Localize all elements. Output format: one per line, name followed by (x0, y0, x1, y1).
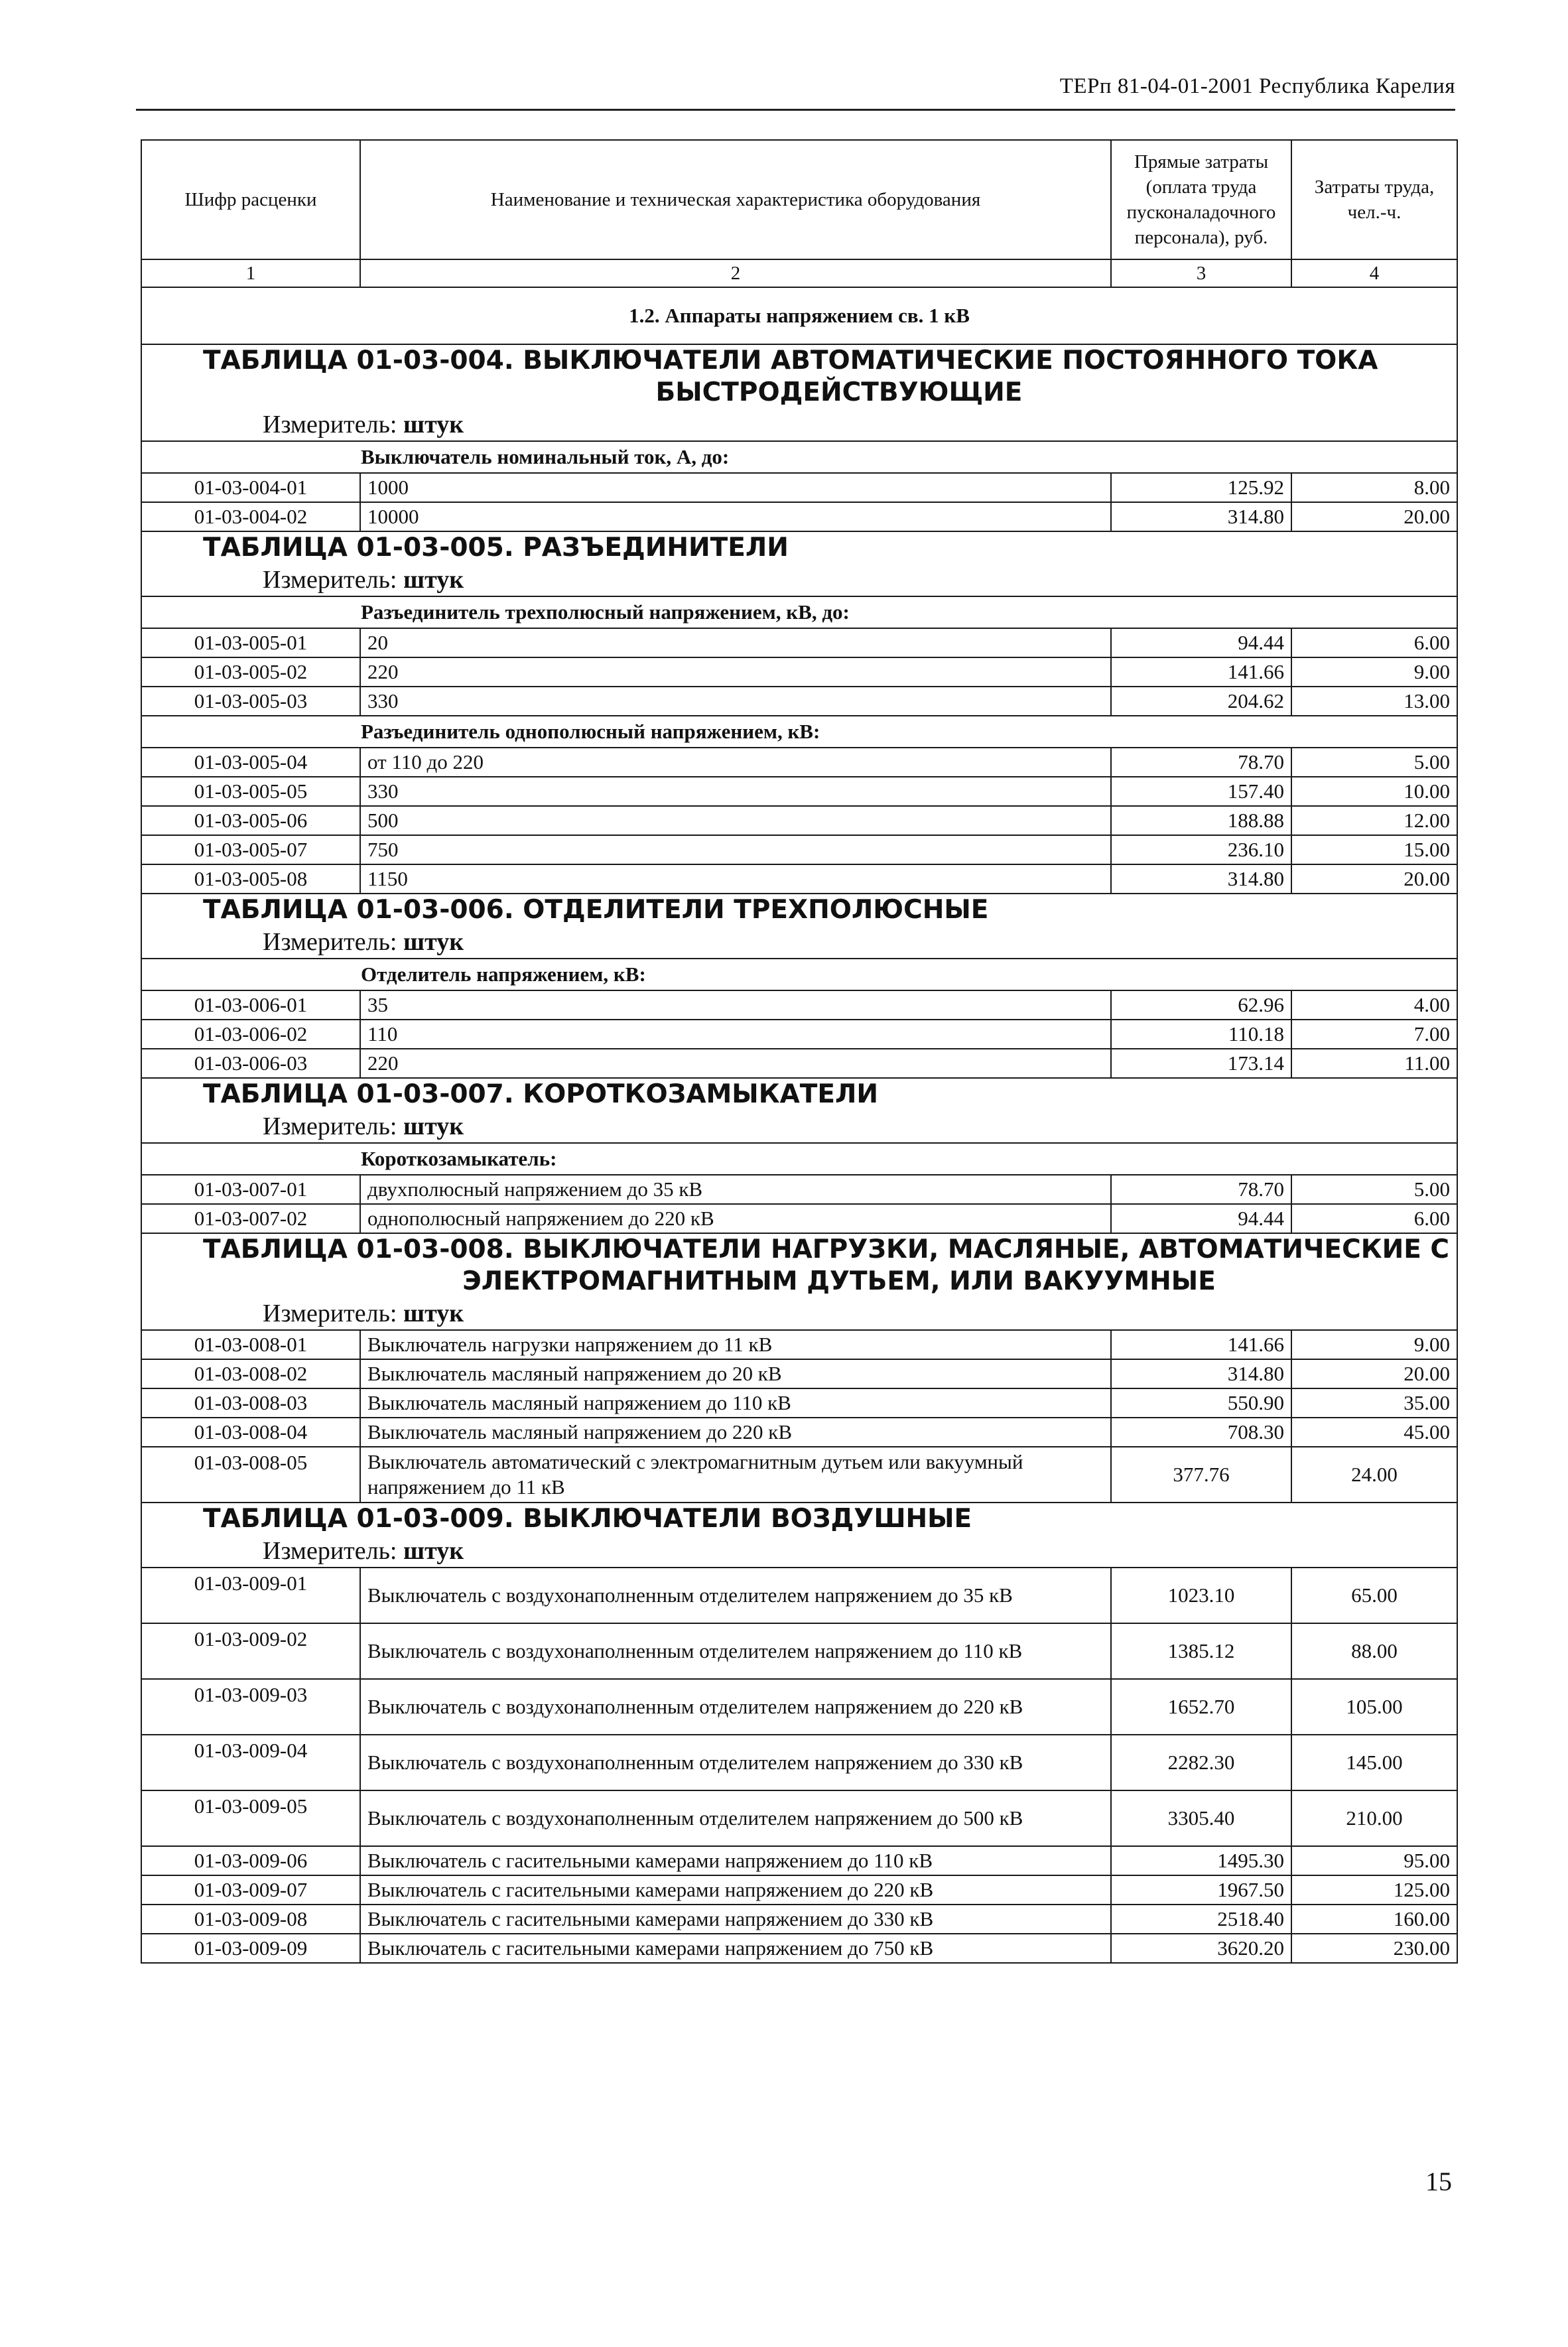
meter-label: Измеритель: (263, 928, 397, 956)
labor-cell: 35.00 (1291, 1388, 1457, 1418)
cost-cell: 110.18 (1111, 1020, 1291, 1049)
labor-cell: 88.00 (1291, 1623, 1457, 1679)
table-row (141, 1934, 1457, 1963)
cost-cell: 3305.40 (1111, 1790, 1291, 1846)
table-row (141, 1679, 1457, 1735)
subgroup-label: Выключатель номинальный ток, А, до: (361, 445, 730, 468)
labor-cell: 160.00 (1291, 1905, 1457, 1934)
labor-cell: 230.00 (1291, 1934, 1457, 1963)
cost-cell: 141.66 (1111, 657, 1291, 687)
table-row (141, 1735, 1457, 1790)
labor-cell: 6.00 (1291, 628, 1457, 657)
rate-code-cell: 01-03-005-08 (141, 864, 360, 894)
col-number: 1 (141, 259, 360, 287)
meter-line (149, 1298, 1450, 1329)
subgroup-row (141, 716, 1457, 748)
labor-cell: 145.00 (1291, 1735, 1457, 1790)
table-row (141, 990, 1457, 1020)
meter-unit: штук (403, 566, 464, 594)
labor-cell: 15.00 (1291, 835, 1457, 864)
cost-cell: 1023.10 (1111, 1568, 1291, 1623)
subgroup-row (141, 1143, 1457, 1175)
equipment-name-cell: 1150 (360, 864, 1111, 894)
table-title-block (141, 894, 1457, 959)
equipment-name-cell: 35 (360, 990, 1111, 1020)
cost-cell: 141.66 (1111, 1330, 1291, 1359)
labor-cell: 20.00 (1291, 502, 1457, 531)
equipment-name-cell: 110 (360, 1020, 1111, 1049)
table-title-block (141, 1233, 1457, 1330)
col-header-labor: Затраты труда, чел.-ч. (1291, 140, 1457, 259)
meter-unit: штук (403, 411, 464, 438)
meter-label: Измеритель: (263, 1537, 397, 1565)
subgroup-row (141, 959, 1457, 990)
table-row (141, 1330, 1457, 1359)
equipment-name-cell: 220 (360, 1049, 1111, 1078)
table-title-block (141, 531, 1457, 596)
rate-code-cell: 01-03-005-02 (141, 657, 360, 687)
cost-cell: 2282.30 (1111, 1735, 1291, 1790)
rate-code-cell: 01-03-005-01 (141, 628, 360, 657)
rate-code-cell: 01-03-006-02 (141, 1020, 360, 1049)
table-title: ТАБЛИЦА 01-03-005. РАЗЪЕДИНИТЕЛИ (203, 533, 789, 563)
table-row (141, 473, 1457, 502)
rate-code-cell: 01-03-006-03 (141, 1049, 360, 1078)
price-table (141, 139, 1458, 1964)
col-number: 3 (1111, 259, 1291, 287)
table-row (141, 687, 1457, 716)
col-number: 4 (1291, 259, 1457, 287)
labor-cell: 105.00 (1291, 1679, 1457, 1735)
meter-line (149, 1535, 1450, 1567)
rate-code-cell: 01-03-004-01 (141, 473, 360, 502)
rate-code-cell: 01-03-007-01 (141, 1175, 360, 1204)
cost-cell: 1652.70 (1111, 1679, 1291, 1735)
equipment-name-cell: Выключатель масляный напряжением до 220 кВ (360, 1418, 1111, 1447)
table-row (141, 748, 1457, 777)
table-row (141, 1846, 1457, 1875)
table-row (141, 1905, 1457, 1934)
section-title: 1.2. Аппараты напряжением св. 1 кВ (141, 287, 1457, 344)
section-title-row (141, 287, 1457, 344)
cost-cell: 314.80 (1111, 864, 1291, 894)
rate-code-cell: 01-03-009-03 (141, 1679, 360, 1735)
rate-code-cell: 01-03-008-04 (141, 1418, 360, 1447)
table-row (141, 777, 1457, 806)
table-row (141, 1020, 1457, 1049)
subgroup-cell (141, 441, 1457, 473)
table-row (141, 502, 1457, 531)
cost-cell: 1385.12 (1111, 1623, 1291, 1679)
rate-code-cell: 01-03-009-02 (141, 1623, 360, 1679)
meter-line (149, 1110, 1450, 1142)
labor-cell: 9.00 (1291, 1330, 1457, 1359)
equipment-name-cell: двухполюсный напряжением до 35 кВ (360, 1175, 1111, 1204)
table-title: ТАБЛИЦА 01-03-007. КОРОТКОЗАМЫКАТЕЛИ (203, 1079, 879, 1109)
table-title-row (141, 1233, 1457, 1330)
table-title-block (141, 1503, 1457, 1568)
table-title-block (141, 344, 1457, 441)
labor-cell: 4.00 (1291, 990, 1457, 1020)
table-row (141, 1204, 1457, 1233)
labor-cell: 5.00 (1291, 1175, 1457, 1204)
table-row (141, 835, 1457, 864)
cost-cell: 550.90 (1111, 1388, 1291, 1418)
cost-cell: 62.96 (1111, 990, 1291, 1020)
column-number-row (141, 259, 1457, 287)
labor-cell: 45.00 (1291, 1418, 1457, 1447)
labor-cell: 5.00 (1291, 748, 1457, 777)
equipment-name-cell: Выключатель автоматический с электромагнитным дутьем или вакуумный напряжением до 11 кВ (360, 1447, 1111, 1503)
labor-cell: 95.00 (1291, 1846, 1457, 1875)
rate-code-cell: 01-03-008-03 (141, 1388, 360, 1418)
labor-cell: 210.00 (1291, 1790, 1457, 1846)
rate-code-cell: 01-03-005-06 (141, 806, 360, 835)
meter-label: Измеритель: (263, 1300, 397, 1327)
labor-cell: 20.00 (1291, 864, 1457, 894)
cost-cell: 204.62 (1111, 687, 1291, 716)
cost-cell: 78.70 (1111, 748, 1291, 777)
rate-code-cell: 01-03-008-01 (141, 1330, 360, 1359)
subgroup-label: Короткозамыкатель: (361, 1147, 557, 1170)
meter-unit: штук (403, 1112, 464, 1140)
table-row (141, 628, 1457, 657)
labor-cell: 13.00 (1291, 687, 1457, 716)
equipment-name-cell: Выключатель с гасительными камерами напряжением до 330 кВ (360, 1905, 1111, 1934)
rate-code-cell: 01-03-009-01 (141, 1568, 360, 1623)
cost-cell: 3620.20 (1111, 1934, 1291, 1963)
rate-code-cell: 01-03-009-04 (141, 1735, 360, 1790)
meter-unit: штук (403, 1300, 464, 1327)
col-number: 2 (360, 259, 1111, 287)
cost-cell: 377.76 (1111, 1447, 1291, 1503)
column-header-row (141, 140, 1457, 259)
labor-cell: 11.00 (1291, 1049, 1457, 1078)
cost-cell: 314.80 (1111, 1359, 1291, 1388)
cost-cell: 125.92 (1111, 473, 1291, 502)
equipment-name-cell: Выключатель с воздухонаполненным отделителем напряжением до 110 кВ (360, 1623, 1111, 1679)
meter-line (149, 926, 1450, 958)
subgroup-label: Разъединитель трехполюсный напряжением, кВ, до: (361, 600, 850, 624)
cost-cell: 2518.40 (1111, 1905, 1291, 1934)
rate-code-cell: 01-03-009-08 (141, 1905, 360, 1934)
table-title-continued: ЭЛЕКТРОМАГНИТНЫМ ДУТЬЕМ, ИЛИ ВАКУУМНЫЕ (462, 1266, 1216, 1296)
rate-code-cell: 01-03-005-07 (141, 835, 360, 864)
table-row (141, 1175, 1457, 1204)
cost-cell: 94.44 (1111, 628, 1291, 657)
table-title-continued: БЫСТРОДЕЙСТВУЮЩИЕ (655, 377, 1023, 407)
col-header-name: Наименование и техническая характеристика оборудования (360, 140, 1111, 259)
rate-code-cell: 01-03-005-04 (141, 748, 360, 777)
equipment-name-cell: Выключатель с гасительными камерами напряжением до 750 кВ (360, 1934, 1111, 1963)
cost-cell: 173.14 (1111, 1049, 1291, 1078)
table-title-row (141, 531, 1457, 596)
table-row (141, 806, 1457, 835)
meter-line (149, 409, 1450, 440)
col-header-code: Шифр расценки (141, 140, 360, 259)
labor-cell: 10.00 (1291, 777, 1457, 806)
meter-label: Измеритель: (263, 411, 397, 438)
header-rule (136, 109, 1455, 111)
cost-cell: 188.88 (1111, 806, 1291, 835)
equipment-name-cell: от 110 до 220 (360, 748, 1111, 777)
table-row (141, 864, 1457, 894)
rate-code-cell: 01-03-009-06 (141, 1846, 360, 1875)
meter-label: Измеритель: (263, 566, 397, 594)
equipment-name-cell: Выключатель с воздухонаполненным отделителем напряжением до 220 кВ (360, 1679, 1111, 1735)
labor-cell: 24.00 (1291, 1447, 1457, 1503)
labor-cell: 8.00 (1291, 473, 1457, 502)
table-title-block (141, 1078, 1457, 1143)
table-title: ТАБЛИЦА 01-03-009. ВЫКЛЮЧАТЕЛИ ВОЗДУШНЫЕ (203, 1504, 972, 1534)
labor-cell: 20.00 (1291, 1359, 1457, 1388)
rate-code-cell: 01-03-008-05 (141, 1447, 360, 1503)
cost-cell: 78.70 (1111, 1175, 1291, 1204)
equipment-name-cell: Выключатель с воздухонаполненным отделителем напряжением до 500 кВ (360, 1790, 1111, 1846)
table-title-row (141, 344, 1457, 441)
equipment-name-cell: 1000 (360, 473, 1111, 502)
cost-cell: 94.44 (1111, 1204, 1291, 1233)
equipment-name-cell: Выключатель с гасительными камерами напряжением до 110 кВ (360, 1846, 1111, 1875)
table-row (141, 1790, 1457, 1846)
rate-code-cell: 01-03-005-03 (141, 687, 360, 716)
table-row (141, 1359, 1457, 1388)
rate-code-cell: 01-03-009-09 (141, 1934, 360, 1963)
subgroup-row (141, 596, 1457, 628)
equipment-name-cell: 10000 (360, 502, 1111, 531)
table-row (141, 1418, 1457, 1447)
equipment-name-cell: Выключатель с воздухонаполненным отделителем напряжением до 330 кВ (360, 1735, 1111, 1790)
cost-cell: 157.40 (1111, 777, 1291, 806)
page-number: 15 (1425, 2167, 1452, 2196)
rate-code-cell: 01-03-007-02 (141, 1204, 360, 1233)
labor-cell: 12.00 (1291, 806, 1457, 835)
cost-cell: 314.80 (1111, 502, 1291, 531)
rate-code-cell: 01-03-004-02 (141, 502, 360, 531)
table-title: ТАБЛИЦА 01-03-006. ОТДЕЛИТЕЛИ ТРЕХПОЛЮСНЫЕ (203, 895, 989, 925)
cost-cell: 1495.30 (1111, 1846, 1291, 1875)
equipment-name-cell: Выключатель нагрузки напряжением до 11 кВ (360, 1330, 1111, 1359)
rate-code-cell: 01-03-009-05 (141, 1790, 360, 1846)
equipment-name-cell: 330 (360, 777, 1111, 806)
rate-code-cell: 01-03-006-01 (141, 990, 360, 1020)
equipment-name-cell: Выключатель с гасительными камерами напряжением до 220 кВ (360, 1875, 1111, 1905)
table-row (141, 1447, 1457, 1503)
subgroup-cell (141, 1143, 1457, 1175)
table-row (141, 1875, 1457, 1905)
equipment-name-cell: 750 (360, 835, 1111, 864)
subgroup-cell (141, 716, 1457, 748)
equipment-name-cell: 500 (360, 806, 1111, 835)
table-row (141, 1388, 1457, 1418)
meter-label: Измеритель: (263, 1112, 397, 1140)
subgroup-label: Разъединитель однополюсный напряжением, кВ: (361, 720, 820, 743)
rate-code-cell: 01-03-005-05 (141, 777, 360, 806)
table-title: ТАБЛИЦА 01-03-008. ВЫКЛЮЧАТЕЛИ НАГРУЗКИ, МАСЛЯНЫЕ, АВТОМАТИЧЕСКИЕ С (203, 1235, 1450, 1264)
rate-code-cell: 01-03-009-07 (141, 1875, 360, 1905)
table-title-row (141, 1078, 1457, 1143)
running-header: ТЕРп 81-04-01-2001 Республика Карелия (1059, 74, 1455, 98)
subgroup-cell (141, 596, 1457, 628)
equipment-name-cell: однополюсный напряжением до 220 кВ (360, 1204, 1111, 1233)
equipment-name-cell: 220 (360, 657, 1111, 687)
col-header-cost: Прямые затраты (оплата труда пусконаладочного персонала), руб. (1111, 140, 1291, 259)
table-row (141, 1568, 1457, 1623)
cost-cell: 708.30 (1111, 1418, 1291, 1447)
table-row (141, 657, 1457, 687)
equipment-name-cell: Выключатель масляный напряжением до 20 кВ (360, 1359, 1111, 1388)
equipment-name-cell: 20 (360, 628, 1111, 657)
table-title-row (141, 1503, 1457, 1568)
labor-cell: 9.00 (1291, 657, 1457, 687)
labor-cell: 6.00 (1291, 1204, 1457, 1233)
meter-unit: штук (403, 1537, 464, 1565)
labor-cell: 65.00 (1291, 1568, 1457, 1623)
table-title: ТАБЛИЦА 01-03-004. ВЫКЛЮЧАТЕЛИ АВТОМАТИЧЕСКИЕ ПОСТОЯННОГО ТОКА (203, 346, 1378, 375)
subgroup-row (141, 441, 1457, 473)
subgroup-label: Отделитель напряжением, кВ: (361, 963, 646, 986)
meter-unit: штук (403, 928, 464, 956)
cost-cell: 236.10 (1111, 835, 1291, 864)
rate-code-cell: 01-03-008-02 (141, 1359, 360, 1388)
equipment-name-cell: 330 (360, 687, 1111, 716)
meter-line (149, 564, 1450, 596)
cost-cell: 1967.50 (1111, 1875, 1291, 1905)
table-row (141, 1049, 1457, 1078)
table-title-row (141, 894, 1457, 959)
labor-cell: 125.00 (1291, 1875, 1457, 1905)
equipment-name-cell: Выключатель масляный напряжением до 110 кВ (360, 1388, 1111, 1418)
table-row (141, 1623, 1457, 1679)
equipment-name-cell: Выключатель с воздухонаполненным отделителем напряжением до 35 кВ (360, 1568, 1111, 1623)
subgroup-cell (141, 959, 1457, 990)
labor-cell: 7.00 (1291, 1020, 1457, 1049)
